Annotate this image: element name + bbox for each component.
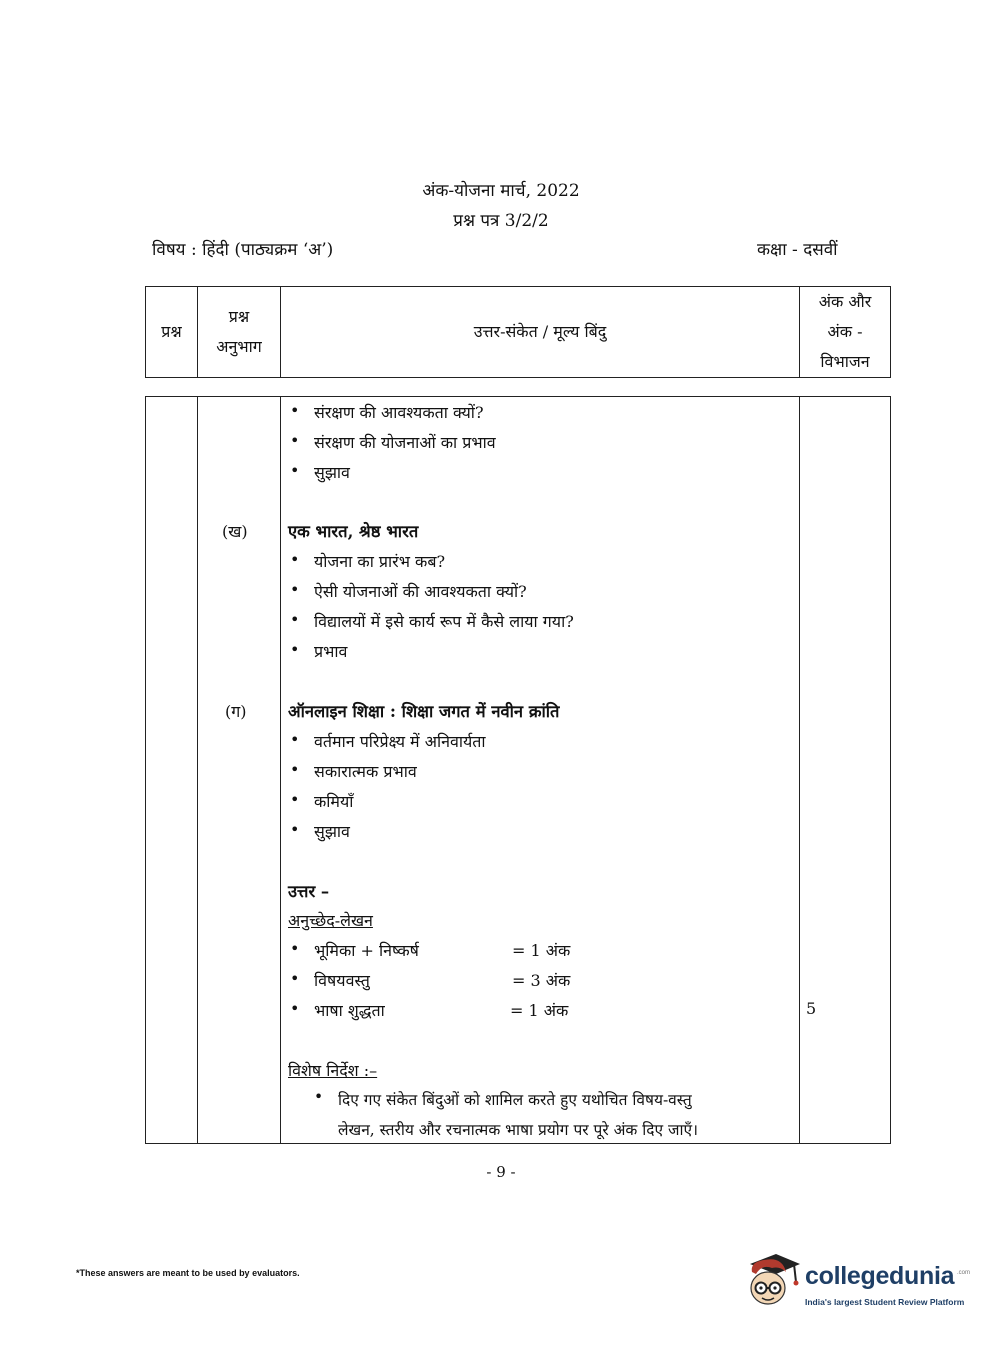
list-item: • संरक्षण की आवश्यकता क्यों? [314, 401, 484, 423]
special-instruction: • दिए गए संकेत बिंदुओं को शामिल करते हुए यथोचित विषय-वस्तु [338, 1088, 692, 1110]
list-item: • विद्यालयों में इसे कार्य रूप में कैसे लाया गया? [314, 610, 574, 632]
brand-suffix: .com [957, 1270, 971, 1276]
answer-label: उत्तर – [288, 882, 330, 901]
list-item: • योजना का प्रारंभ कब? [314, 550, 445, 572]
page-number: - 9 - [486, 1163, 516, 1181]
col-section: प्रश्न अनुभाग [198, 287, 281, 378]
special-instruction-cont: लेखन, स्तरीय और रचनात्मक भाषा प्रयोग पर पूरे अंक दिए जाएँ। [338, 1121, 698, 1139]
paragraph-writing-label: अनुच्छेद-लेखन [288, 911, 373, 930]
special-instructions-label: विशेष निर्देश :– [288, 1061, 378, 1080]
subject-label: विषय : हिंदी (पाठ्यक्रम ‘अ’) [152, 240, 334, 260]
list-item: • प्रभाव [314, 640, 347, 662]
doc-title: अंक-योजना मार्च, 2022 [422, 181, 580, 201]
col-answer-hints: उत्तर-संकेत / मूल्य बिंदु [281, 287, 800, 378]
total-marks: 5 [806, 999, 817, 1018]
col-question: प्रश्न [146, 287, 198, 378]
marks-item: • भूमिका + निष्कर्ष [314, 939, 419, 961]
list-item: • कमियाँ [314, 790, 353, 812]
list-item: • सुझाव [314, 820, 350, 842]
list-item: • ऐसी योजनाओं की आवश्यकता क्यों? [314, 580, 527, 602]
header-table [145, 286, 891, 378]
collegedunia-mascot-icon [742, 1248, 804, 1310]
marks-cell [800, 397, 891, 1144]
marks-value: = 1 अंक [512, 941, 571, 960]
list-item: • सुझाव [314, 461, 350, 483]
marks-item: • भाषा शुद्धता [314, 999, 385, 1021]
marks-value: = 3 अंक [512, 971, 571, 990]
marks-value: = 1 अंक [510, 1001, 569, 1020]
topic-heading-kha: एक भारत, श्रेष्ठ भारत [288, 522, 419, 541]
list-item: • सकारात्मक प्रभाव [314, 760, 417, 782]
section-label-ga: (ग) [225, 702, 247, 721]
class-label: कक्षा - दसवीं [757, 240, 838, 260]
topic-heading-ga: ऑनलाइन शिक्षा : शिक्षा जगत में नवीन क्रांति [288, 702, 560, 721]
paper-code: प्रश्न पत्र 3/2/2 [453, 211, 549, 231]
brand-name: collegedunia [805, 1262, 955, 1290]
marks-item: • विषयवस्तु [314, 969, 370, 991]
question-cell [146, 397, 198, 1144]
body-table [145, 396, 891, 1144]
section-cell [198, 397, 281, 1144]
col-marks: अंक और अंक - विभाजन [800, 287, 891, 378]
section-label-kha: (ख) [222, 522, 248, 541]
evaluator-note: *These answers are meant to be used by evaluators. [76, 1268, 300, 1278]
list-item: • वर्तमान परिप्रेक्ष्य में अनिवार्यता [314, 730, 486, 752]
brand-tagline: India's largest Student Review Platform [805, 1297, 965, 1307]
list-item: • संरक्षण की योजनाओं का प्रभाव [314, 431, 496, 453]
